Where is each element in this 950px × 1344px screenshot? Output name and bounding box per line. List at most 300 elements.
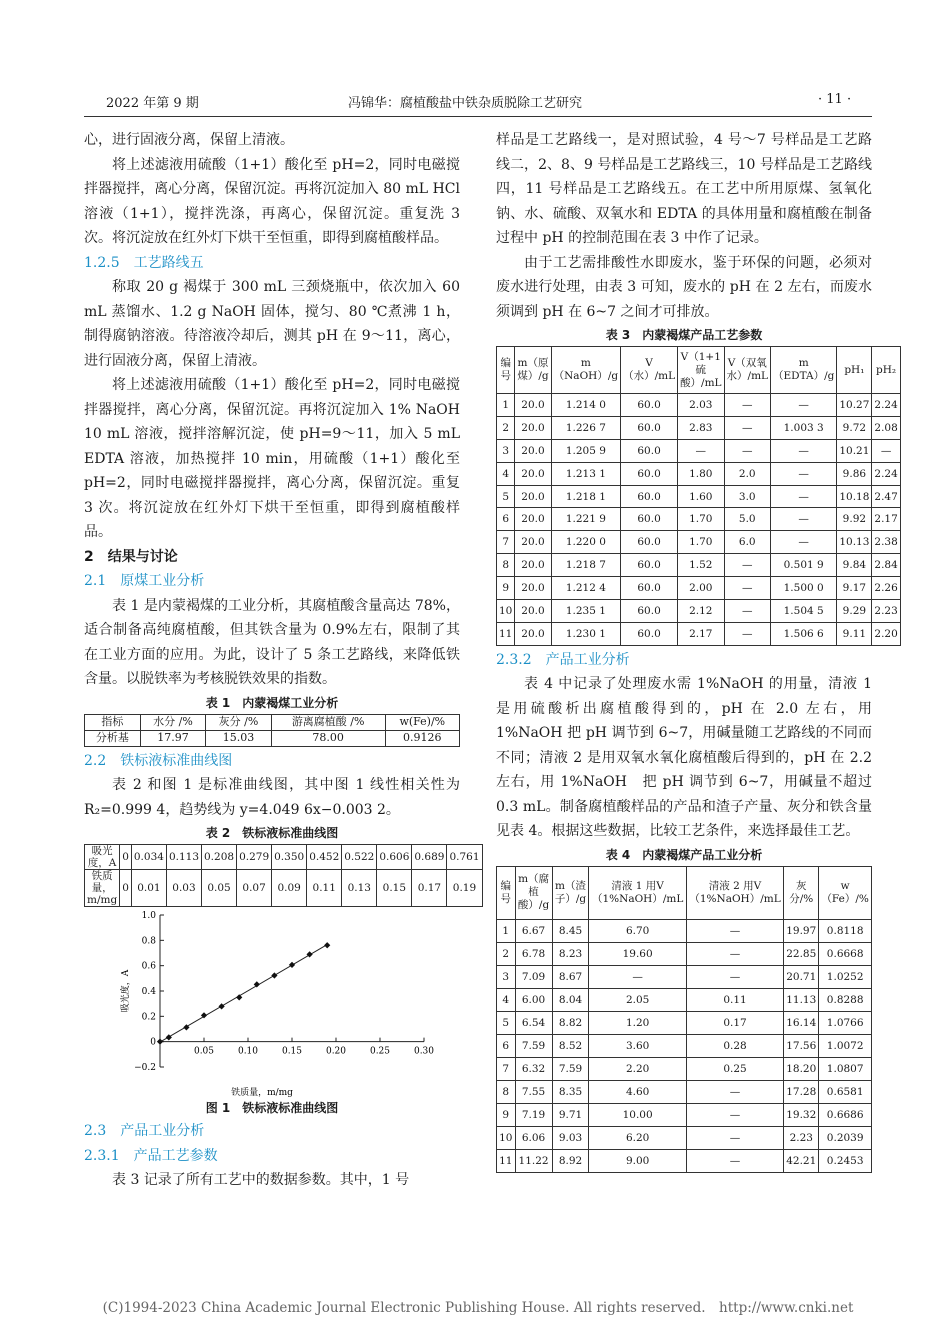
table-cell: 20.0: [515, 622, 551, 645]
section-heading-2-3-1: 2.3.1 产品工艺参数: [84, 1147, 218, 1164]
table-cell: 1.221 9: [551, 508, 620, 531]
table-cell: 0.11: [307, 870, 342, 907]
table-cell: 8: [497, 554, 515, 577]
table-cell: 60.0: [621, 508, 678, 531]
paragraph: 表 4 中记录了处理废水需 1%NaOH 的用量，清液 1 是用硫酸析出腐植酸得到的，pH 在 2.0 左右，用 1%NaOH 把 pH 调节到 6~7，用碱量随工艺路线的不同而不同；清液 2 是用双氧水氧化腐植酸后得到的，pH 在 2.2 左右，用 1%NaOH 把 pH 调节到 6~7，用碱量不超过 0.3 mL。制备腐植酸样品的产品和渣子产量、灰分和铁含量见表 4。根据这些数据，比较工艺条件，来选择最佳工艺。: [496, 676, 872, 840]
table-cell: 1.213 1: [551, 462, 620, 485]
table-cell: —: [771, 508, 837, 531]
table-cell: 1: [497, 394, 515, 417]
table-cell: 8.92: [552, 1149, 589, 1172]
table-cell: 0.25: [686, 1057, 783, 1080]
calibration-chart: [84, 907, 460, 1097]
table-header-cell: 灰分 /%: [206, 714, 271, 730]
table-cell: 6.78: [515, 942, 552, 965]
table-cell: 0.452: [307, 845, 342, 870]
table-cell: 17.28: [784, 1080, 819, 1103]
table-header-cell: w（Fe）/%: [819, 866, 872, 919]
table-header-cell: pH₁: [837, 347, 872, 394]
table-cell: 8.45: [552, 919, 589, 942]
table-cell: 3: [497, 965, 516, 988]
table-cell: 0.113: [166, 845, 201, 870]
table-cell: 19.97: [784, 919, 819, 942]
section-heading-2-3-2: 2.3.2 产品工业分析: [496, 651, 630, 668]
table-cell: 22.85: [784, 942, 819, 965]
table-header-cell: V（双氧水）/mL: [724, 347, 770, 394]
table-cell: 2.0: [724, 462, 770, 485]
paragraph: 将上述滤液用硫酸（1+1）酸化至 pH=2，同时电磁搅拌器搅拌，离心分离，保留沉淀。再将沉淀加入 1% NaOH 10 mL 溶液，搅拌溶解沉淀，使 pH=9～11，加入 5 mL EDTA 溶液，加热搅拌 10 min，用硫酸（1+1）酸化至 pH=2，同时电磁搅拌器搅拌，离心分离，保留沉淀。重复 3 次。将沉淀放在红外灯下烘干至恒重，即得到腐植酸样品。: [84, 377, 460, 540]
table-cell: —: [724, 416, 770, 439]
paragraph: 由于工艺需排酸性水即废水，鉴于环保的问题，必须对废水进行处理，由表 3 可知，废水的 pH 在 2 左右，而废水须调到 pH 在 6~7 之间才可排放。: [496, 254, 872, 320]
table-cell: 2.38: [872, 531, 900, 554]
y-tick-label: 1.0: [141, 911, 156, 921]
table-cell: 10.21: [837, 439, 872, 462]
table-header-cell: m（腐植酸）/g: [515, 866, 552, 919]
table-cell: 7: [497, 531, 515, 554]
table-cell: 0.8118: [819, 919, 872, 942]
table-cell: 9.86: [837, 462, 872, 485]
x-tick-label: 0.20: [325, 1046, 347, 1057]
table-cell: 3.0: [724, 485, 770, 508]
table-row: [497, 988, 872, 1011]
table-cell: —: [771, 531, 837, 554]
table-row: [497, 485, 901, 508]
table-cell: 0.09: [272, 870, 307, 907]
table-2-caption: 表 2 铁标液标准曲线图: [205, 826, 339, 840]
table-cell: 分析基: [85, 730, 141, 746]
table-cell: 1.506 6: [771, 622, 837, 645]
table-row: [497, 919, 872, 942]
table-cell: 0.6581: [819, 1080, 872, 1103]
table-4: [496, 866, 872, 1173]
table-cell: 0.2453: [819, 1149, 872, 1172]
table-cell: 10.13: [837, 531, 872, 554]
table-cell: 2.17: [678, 622, 724, 645]
y-tick-label: −0.2: [134, 1063, 156, 1073]
table-row: [497, 622, 901, 645]
table-cell: 0.11: [686, 988, 783, 1011]
table-cell: 9.84: [837, 554, 872, 577]
table-cell: —: [771, 462, 837, 485]
header-rule: [84, 116, 872, 117]
table-cell: 5: [497, 1011, 516, 1034]
table-cell: —: [724, 600, 770, 623]
table-header-cell: 编号: [497, 347, 515, 394]
table-cell: 11: [497, 1149, 516, 1172]
table-cell: 20.0: [515, 508, 551, 531]
table-2: [84, 844, 483, 907]
table-cell: 1.226 7: [551, 416, 620, 439]
table-cell: 8.35: [552, 1080, 589, 1103]
table-cell: 4: [497, 988, 516, 1011]
paragraph: 表 1 是内蒙褐煤的工业分析，其腐植酸含量高达 78%，适合制备高纯腐植酸，但其铁含量为 0.9%左右，限制了其在工业方面的应用。为此，设计了 5 条工艺路线，来降低铁含量。以脱铁率为考核脱铁效果的指数。: [84, 597, 460, 687]
table-4-caption: 表 4 内蒙褐煤产品工业分析: [605, 847, 763, 862]
table-cell: 9.72: [837, 416, 872, 439]
table-header-cell: m（NaOH）/g: [551, 347, 620, 394]
table-cell: 10: [497, 600, 515, 623]
section-heading-2-1: 2.1 原煤工业分析: [84, 573, 205, 589]
table-cell: 1.0766: [819, 1011, 872, 1034]
table-cell: 20.0: [515, 600, 551, 623]
paragraph: 将上述滤液用硫酸（1+1）酸化至 pH=2，同时电磁搅拌器搅拌，离心分离，保留沉淀。再将沉淀加入 80 mL HCl 溶液（1+1），搅拌洗涤，再离心，保留沉淀。重复洗 3 次。将沉淀放在红外灯下烘干至恒重，即得到腐植酸样品。: [84, 156, 460, 246]
x-tick-label: 0.15: [281, 1046, 303, 1057]
table-cell: 1.003 3: [771, 416, 837, 439]
table-header-cell: 水分 /%: [140, 714, 205, 730]
table-cell: 0.606: [377, 845, 412, 870]
table-cell: 3.60: [589, 1034, 686, 1057]
paragraph: 样品是工艺路线一，是对照试验，4 号～7 号样品是工艺路线二，2、8、9 号样品是工艺路线三，10 号样品是工艺路线四，11 号样品是工艺路线五。在工艺中所用原煤、氢氧化钠、水、硫酸、双氧水和 EDTA 的具体用量和腐植酸在制备过程中 pH 的控制范围在表 3 中作了记录。: [496, 132, 872, 246]
x-tick-label: 0.25: [369, 1046, 391, 1057]
table-cell: 0.17: [412, 870, 447, 907]
page-number: · 11 ·: [818, 92, 852, 107]
table-cell: —: [686, 1126, 783, 1149]
table-row: [497, 462, 901, 485]
table-cell: 6.54: [515, 1011, 552, 1034]
table-cell: 7.59: [552, 1057, 589, 1080]
table-cell: 20.71: [784, 965, 819, 988]
y-tick-label: 0: [150, 1037, 156, 1048]
table-3: [496, 346, 901, 646]
table-cell: 0.19: [447, 870, 482, 907]
table-row: [497, 439, 901, 462]
table-cell: 10.00: [589, 1103, 686, 1126]
table-cell: —: [686, 942, 783, 965]
table-cell: 2.03: [678, 394, 724, 417]
table-cell: 9: [497, 1103, 516, 1126]
table-cell: —: [724, 439, 770, 462]
table-row: [497, 1080, 872, 1103]
table-cell: 2.47: [872, 485, 900, 508]
table-cell: 2.23: [784, 1126, 819, 1149]
table-cell: 20.0: [515, 462, 551, 485]
table-cell: 60.0: [621, 600, 678, 623]
table-cell: 17.97: [140, 730, 205, 746]
table-row: [497, 1126, 872, 1149]
data-point: [271, 972, 277, 978]
paragraph: 称取 20 g 褐煤于 300 mL 三颈烧瓶中，依次加入 60 mL 蒸馏水、1.2 g NaOH 固体，搅匀、80 ℃煮沸 1 h，制得腐钠溶液。待溶液冷却后，测其 pH 在 9～11，离心，进行固液分离，保留上清液。: [84, 279, 460, 369]
table-cell: 0: [120, 845, 132, 870]
table-cell: 7.09: [515, 965, 552, 988]
table-cell: 1.218 7: [551, 554, 620, 577]
table-cell: 11.22: [515, 1149, 552, 1172]
table-cell: 9.00: [589, 1149, 686, 1172]
table-cell: 20.0: [515, 554, 551, 577]
table-row: [497, 416, 901, 439]
table-cell: 9.11: [837, 622, 872, 645]
table-cell: 16.14: [784, 1011, 819, 1034]
table-cell: 11.13: [784, 988, 819, 1011]
table-cell: —: [724, 394, 770, 417]
table-row: [497, 1149, 872, 1172]
table-cell: 0.07: [237, 870, 272, 907]
table-cell: 20.0: [515, 577, 551, 600]
table-cell: 4: [497, 462, 515, 485]
table-cell: 6: [497, 1034, 516, 1057]
table-row: [497, 1103, 872, 1126]
section-heading-2-2: 2.2 铁标液标准曲线图: [84, 752, 233, 769]
table-cell: 9.71: [552, 1103, 589, 1126]
table-row: [497, 1011, 872, 1034]
table-cell: 60.0: [621, 485, 678, 508]
table-cell: 2.23: [872, 600, 900, 623]
data-point: [289, 962, 295, 968]
table-row: [497, 965, 872, 988]
data-point: [324, 942, 330, 948]
table-cell: 60.0: [621, 462, 678, 485]
table-cell: 2.08: [872, 416, 900, 439]
table-cell: 20.0: [515, 439, 551, 462]
table-cell: 2.00: [678, 577, 724, 600]
table-cell: 2.12: [678, 600, 724, 623]
table-cell: —: [589, 965, 686, 988]
table-cell: 0.01: [131, 870, 166, 907]
table-cell: 1.70: [678, 508, 724, 531]
table-cell: 7.59: [515, 1034, 552, 1057]
table-cell: 0.2039: [819, 1126, 872, 1149]
table-cell: 9.17: [837, 577, 872, 600]
figure-1-caption: 图 1 铁标液标准曲线图: [205, 1101, 339, 1115]
table-cell: 6: [497, 508, 515, 531]
table-cell: 1.218 1: [551, 485, 620, 508]
table-cell: 0.761: [447, 845, 482, 870]
table-cell: 0.03: [166, 870, 201, 907]
table-cell: —: [771, 485, 837, 508]
table-header-cell: 指标: [85, 714, 141, 730]
table-cell: 0.15: [377, 870, 412, 907]
table-row: [497, 531, 901, 554]
table-cell: 19.32: [784, 1103, 819, 1126]
x-tick-label: 0.30: [413, 1046, 435, 1057]
table-cell: 60.0: [621, 577, 678, 600]
table-header-cell: m（EDTA）/g: [771, 347, 837, 394]
table-cell: 0.689: [412, 845, 447, 870]
table-cell: 8.23: [552, 942, 589, 965]
table-cell: 17.56: [784, 1034, 819, 1057]
paragraph: 心，进行固液分离，保留上清液。: [84, 132, 294, 148]
table-cell: 0.05: [202, 870, 237, 907]
table-cell: 2.24: [872, 462, 900, 485]
paragraph: 表 3 记录了所有工艺中的数据参数。其中，1 号: [112, 1172, 410, 1188]
data-point: [157, 1039, 163, 1045]
table-cell: 2.20: [872, 622, 900, 645]
table-cell: 15.03: [206, 730, 271, 746]
table-cell: 0.279: [237, 845, 272, 870]
table-cell: 1.220 0: [551, 531, 620, 554]
table-cell: 6.20: [589, 1126, 686, 1149]
table-cell: 2.05: [589, 988, 686, 1011]
table-cell: 60.0: [621, 394, 678, 417]
table-cell: 9.03: [552, 1126, 589, 1149]
table-1-caption: 表 1 内蒙褐煤工业分析: [205, 695, 339, 710]
right-column: [496, 128, 898, 1173]
table-cell: 0.350: [272, 845, 307, 870]
table-cell: 8.82: [552, 1011, 589, 1034]
table-cell: 0.8288: [819, 988, 872, 1011]
table-cell: 1.214 0: [551, 394, 620, 417]
data-point: [218, 1003, 224, 1009]
table-header-cell: 游离腐植酸 /%: [271, 714, 385, 730]
table-1: [84, 714, 460, 747]
table-cell: 6.0: [724, 531, 770, 554]
table-cell: 1.20: [589, 1011, 686, 1034]
table-cell: 2.20: [589, 1057, 686, 1080]
table-cell: 60.0: [621, 554, 678, 577]
table-cell: 20.0: [515, 416, 551, 439]
table-row: [497, 1034, 872, 1057]
table-header-cell: pH₂: [872, 347, 900, 394]
table-cell: 0.208: [202, 845, 237, 870]
table-cell: —: [686, 1080, 783, 1103]
table-cell: 20.0: [515, 531, 551, 554]
table-cell: 2.26: [872, 577, 900, 600]
table-cell: 6.70: [589, 919, 686, 942]
table-header-cell: m（渣子）/g: [552, 866, 589, 919]
table-cell: 5.0: [724, 508, 770, 531]
table-cell: 1.235 1: [551, 600, 620, 623]
table-cell: 4.60: [589, 1080, 686, 1103]
table-cell: 1.212 4: [551, 577, 620, 600]
table-cell: 1.0252: [819, 965, 872, 988]
table-row-label: 吸光度，A: [85, 845, 120, 870]
x-tick-label: 0.10: [237, 1046, 259, 1057]
table-cell: 8.67: [552, 965, 589, 988]
table-row: [497, 1057, 872, 1080]
table-cell: —: [686, 1103, 783, 1126]
table-cell: 1: [497, 919, 516, 942]
running-title: 冯锦华：腐植酸盐中铁杂质脱除工艺研究: [348, 96, 583, 111]
table-cell: 6.32: [515, 1057, 552, 1080]
table-cell: —: [686, 919, 783, 942]
table-cell: —: [678, 439, 724, 462]
table-cell: 60.0: [621, 622, 678, 645]
left-column: [84, 128, 480, 1193]
table-cell: 1.504 5: [771, 600, 837, 623]
table-cell: 60.0: [621, 439, 678, 462]
table-cell: 1.205 9: [551, 439, 620, 462]
table-cell: 2.17: [872, 508, 900, 531]
y-tick-label: 0.4: [141, 987, 156, 997]
table-cell: 8.04: [552, 988, 589, 1011]
y-tick-label: 0.8: [141, 936, 156, 947]
table-cell: 10.27: [837, 394, 872, 417]
table-cell: 11: [497, 622, 515, 645]
table-cell: 0.13: [342, 870, 377, 907]
table-cell: 0.034: [131, 845, 166, 870]
table-cell: 5: [497, 485, 515, 508]
x-axis-label: 铁质量，m/mg: [231, 1088, 293, 1097]
table-cell: 3: [497, 439, 515, 462]
table-header-cell: V（1+1硫酸）/mL: [678, 347, 724, 394]
x-tick-label: 0.05: [193, 1046, 215, 1057]
table-row: [497, 554, 901, 577]
table-cell: 1.0807: [819, 1057, 872, 1080]
table-cell: —: [771, 439, 837, 462]
table-row: [497, 508, 901, 531]
section-heading-1-2-5: 1.2.5 工艺路线五: [84, 254, 204, 271]
table-cell: 7.55: [515, 1080, 552, 1103]
table-cell: 1.80: [678, 462, 724, 485]
table-cell: 0.17: [686, 1011, 783, 1034]
table-cell: 9.29: [837, 600, 872, 623]
table-cell: 1.52: [678, 554, 724, 577]
table-cell: 1.60: [678, 485, 724, 508]
table-cell: 0: [120, 870, 132, 907]
section-heading-2: 2 结果与讨论: [84, 548, 178, 565]
table-cell: 2: [497, 416, 515, 439]
table-cell: 0.501 9: [771, 554, 837, 577]
table-row: [497, 394, 901, 417]
table-cell: 6.06: [515, 1126, 552, 1149]
table-cell: 78.00: [271, 730, 385, 746]
table-cell: —: [686, 965, 783, 988]
table-cell: 0.6686: [819, 1103, 872, 1126]
table-cell: —: [724, 622, 770, 645]
y-tick-label: 0.6: [141, 961, 156, 972]
table-row: [497, 942, 872, 965]
table-header-cell: m（原煤）/g: [515, 347, 551, 394]
journal-issue: 2022 年第 9 期: [106, 96, 199, 111]
table-cell: 9.92: [837, 508, 872, 531]
table-cell: 42.21: [784, 1149, 819, 1172]
table-cell: 1.230 1: [551, 622, 620, 645]
table-header-cell: w(Fe)/%: [385, 714, 459, 730]
table-cell: 60.0: [621, 416, 678, 439]
figure-1: [84, 907, 460, 1097]
table-cell: 0.522: [342, 845, 377, 870]
table-row: [497, 577, 901, 600]
section-heading-2-3: 2.3 产品工业分析: [84, 1123, 205, 1139]
y-axis-label: 吸光度，A: [121, 969, 131, 1013]
table-cell: 0.28: [686, 1034, 783, 1057]
table-cell: —: [724, 577, 770, 600]
table-cell: 8.52: [552, 1034, 589, 1057]
table-cell: 1.0072: [819, 1034, 872, 1057]
table-header-cell: V（水）/mL: [621, 347, 678, 394]
table-cell: 10: [497, 1126, 516, 1149]
table-cell: 7: [497, 1057, 516, 1080]
table-cell: 2.24: [872, 394, 900, 417]
table-cell: 10.18: [837, 485, 872, 508]
table-cell: —: [686, 1149, 783, 1172]
table-header-cell: 清液 2 用V（1%NaOH）/mL: [686, 866, 783, 919]
table-cell: 1.70: [678, 531, 724, 554]
table-cell: 0.6668: [819, 942, 872, 965]
table-cell: —: [771, 394, 837, 417]
table-row: [497, 600, 901, 623]
table-cell: 8: [497, 1080, 516, 1103]
table-cell: —: [872, 439, 900, 462]
table-cell: 18.20: [784, 1057, 819, 1080]
table-3-caption: 表 3 内蒙褐煤产品工艺参数: [605, 328, 763, 342]
table-header-cell: 清液 1 用V（1%NaOH）/mL: [589, 866, 686, 919]
table-cell: 6.67: [515, 919, 552, 942]
y-tick-label: 0.2: [141, 1012, 156, 1023]
table-row-label: 铁质量，m/mg: [85, 870, 120, 907]
copyright-footer: (C)1994-2023 China Academic Journal Electronic Publishing House. All rights reserved. http://www.cnki.net: [102, 1300, 854, 1316]
table-cell: 2: [497, 942, 516, 965]
table-header-cell: 编号: [497, 866, 516, 919]
table-cell: 19.60: [589, 942, 686, 965]
table-cell: 0.9126: [385, 730, 459, 746]
table-cell: 20.0: [515, 485, 551, 508]
table-cell: 1.500 0: [771, 577, 837, 600]
table-cell: 2.84: [872, 554, 900, 577]
table-header-cell: 灰分/%: [784, 866, 819, 919]
table-cell: 6.00: [515, 988, 552, 1011]
table-cell: —: [724, 554, 770, 577]
paragraph: 表 2 和图 1 是标准曲线图，其中图 1 线性相关性为 R₂=0.999 4，趋势线为 y=4.049 6x−0.003 2。: [84, 777, 460, 818]
table-cell: 9: [497, 577, 515, 600]
table-cell: 2.83: [678, 416, 724, 439]
